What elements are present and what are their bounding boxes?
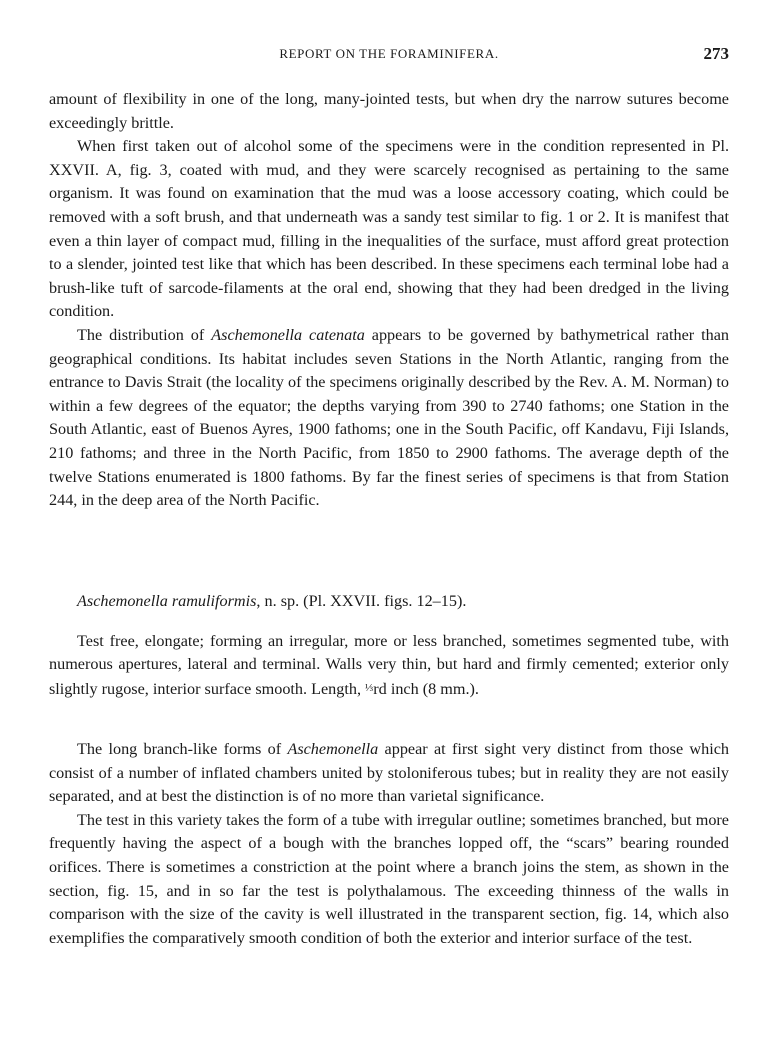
diagnosis-text: Test free, elongate; forming an irregular, more or less branched, sometimes segmented tube, with numerous apertures, lateral and terminal. Walls very thin, but hard and firmly cemented; exterior only slightly rugose, interior surface smooth. Length,: [49, 631, 729, 698]
section-ramuliformis-diagnosis: [49, 590, 729, 701]
page-number: 273: [703, 44, 729, 63]
paragraph-distribution: [49, 324, 729, 513]
running-title: REPORT ON THE FORAMINIFERA.: [279, 46, 499, 61]
paragraph-text: The distribution of: [77, 325, 212, 344]
paragraph-branch-like-forms: [49, 738, 729, 809]
species-heading-name: Aschemonella ramuliformis: [77, 592, 257, 610]
diagnosis-tail: rd inch (8 mm.).: [373, 679, 479, 698]
fraction-one-third: ⅓: [365, 681, 374, 694]
section-ramuliformis-description: [49, 738, 729, 950]
genus-name: Aschemonella: [287, 740, 379, 758]
paragraph-text: appears to be governed by bathymetrical rather than geographical conditions. Its habitat includes seven Stations in the North Atlantic, ranging from the entrance to Davis Strait (the locality of the specimens originally described by the Rev. A. M. Norman) to within a few degrees of the equator; the depths varying from 390 to 2740 fathoms; one Station in the South Atlantic, east of Buenos Ayres, 1900 fathoms; one in the South Pacific, off Kandavu, Fiji Islands, 210 fathoms; and three in the North Pacific, from 1850 to 2900 fathoms. The average depth of the twelve Stations enumerated is 1800 fathoms. By far the finest series of specimens is that from Station 244, in the deep area of the North Pacific.: [49, 325, 730, 510]
paragraph-test-variety: The test in this variety takes the form of a tube with irregular outline; sometimes branched, but more frequently having the aspect of a bough with the branches lopped off, the “scars” bearing rounded orifices. There is sometimes a constriction at the point where a branch joins the stem, as shown in the section, fig. 15, and in so far the test is polythalamous. The exceeding thinness of the walls in comparison with the size of the cavity is well illustrated in the transparent section, fig. 14, which also exemplifies the comparatively smooth condition of both the exterior and interior surface of the test.: [49, 810, 729, 947]
species-heading: [49, 590, 729, 614]
paragraph-alcohol-specimens: When first taken out of alcohol some of the specimens were in the condition represented in Pl. XXVII. A, fig. 3, coated with mud, and they were scarcely recognised as pertaining to the same organism. It was found on examination that the mud was a loose accessory coating, which could be removed with a soft brush, and that underneath was a sandy test similar to fig. 1 or 2. It is manifest that even a thin layer of compact mud, filling in the inequalities of the surface, must afford great protection to a slender, jointed test like that which has been described. In these specimens each terminal lobe had a brush-like tuft of sarcode-filaments at the oral end, showing that they had been dredged in the living condition.: [49, 137, 729, 321]
species-heading-rest: , n. sp. (Pl. XXVII. figs. 12–15).: [256, 592, 467, 610]
paragraph-continued: amount of flexibility in one of the long, many-jointed tests, but when dry the narrow sutures become exceedingly brittle.: [49, 90, 729, 132]
paragraph-text: The long branch-like forms of: [77, 740, 288, 758]
paragraph-text: appear at first sight very distinct from those which consist of a number of inflated chambers united by stoloniferous tubes; but in reality they are not easily separated, and at best the distinction is of no more than varietal significance.: [49, 740, 729, 806]
diagnosis-paragraph: [49, 630, 729, 702]
section-aschemonella-catenata: [49, 88, 729, 513]
running-head: [49, 44, 729, 68]
species-name: Aschemonella catenata: [211, 325, 365, 344]
